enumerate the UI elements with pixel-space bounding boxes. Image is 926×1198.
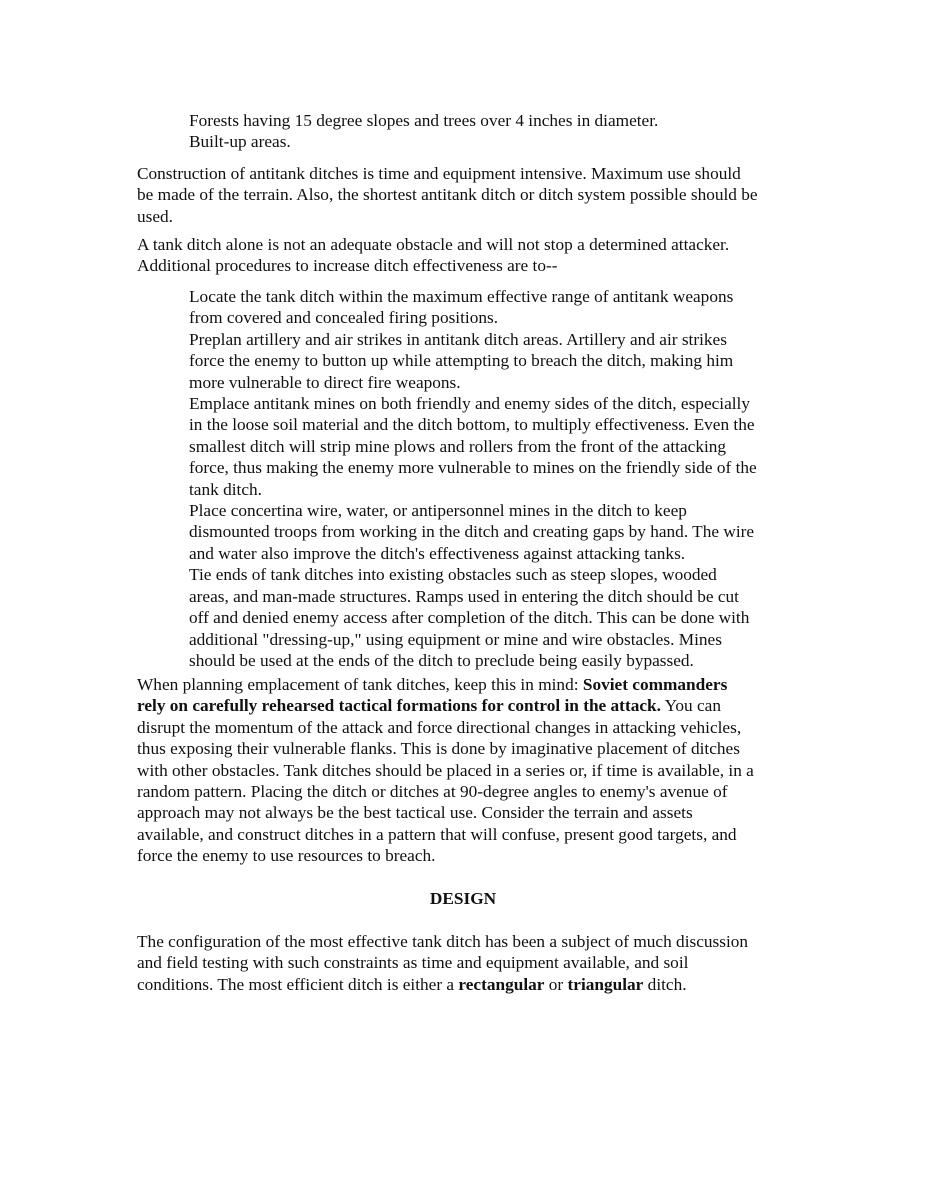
procedure-line: from covered and concealed firing positions.: [189, 308, 499, 328]
paragraph-line: disrupt the momentum of the attack and force directional changes in attacking vehicles,: [137, 717, 742, 737]
paragraph-line: used.: [137, 206, 173, 226]
design-text: or: [544, 974, 568, 994]
paragraph-construction: [137, 163, 817, 227]
procedure-line: and water also improve the ditch's effectiveness against attacking tanks.: [189, 543, 686, 563]
procedure-item: [189, 286, 801, 329]
procedure-line: Place concertina wire, water, or antipersonnel mines in the ditch to keep: [189, 501, 687, 521]
procedure-item: [189, 564, 801, 671]
procedure-line: in the loose soil material and the ditch bottom, to multiply effectiveness. Even the: [189, 415, 755, 435]
paragraph-line: [137, 674, 817, 695]
paragraph-line: be made of the terrain. Also, the shortest antitank ditch or ditch system possible should be: [137, 185, 758, 205]
procedure-line: should be used at the ends of the ditch to preclude being easily bypassed.: [189, 650, 694, 670]
procedure-item: [189, 329, 801, 393]
paragraph-line: [137, 695, 817, 716]
design-text: conditions. The most efficient ditch is either a: [137, 974, 459, 994]
design-term-rectangular: rectangular: [458, 974, 545, 994]
paragraph-line: Additional procedures to increase ditch effectiveness are to--: [137, 256, 558, 276]
section-heading-design: DESIGN: [429, 889, 497, 908]
list-item: Forests having 15 degree slopes and trees over 4 inches in diameter.: [189, 111, 659, 130]
paragraph-line: approach may not always be the best tactical use. Consider the terrain and assets: [137, 803, 693, 823]
paragraph-line: and field testing with such constraints as time and equipment available, and soil: [137, 953, 689, 973]
paragraph-design: [137, 931, 817, 995]
paragraph-line: thus exposing their vulnerable flanks. This is done by imaginative placement of ditches: [137, 739, 740, 759]
procedures-list: [189, 286, 801, 671]
planning-emphasis-text: rely on carefully rehearsed tactical formations for control in the attack.: [137, 696, 661, 716]
paragraph-line: Construction of antitank ditches is time and equipment intensive. Maximum use should: [137, 164, 741, 183]
paragraph-line: [137, 974, 817, 995]
procedure-item: [189, 500, 801, 564]
design-text: ditch.: [643, 974, 687, 994]
procedure-line: off and denied enemy access after completion of the ditch. This can be done with: [189, 608, 750, 628]
procedure-line: Preplan artillery and air strikes in antitank ditch areas. Artillery and air strikes: [189, 329, 727, 349]
paragraph-line: available, and construct ditches in a pattern that will confuse, present good targets, and: [137, 824, 737, 844]
procedure-item: [189, 393, 801, 500]
procedure-line: areas, and man-made structures. Ramps used in entering the ditch should be cut: [189, 586, 739, 606]
terrain-list: [189, 110, 729, 153]
procedure-line: Locate the tank ditch within the maximum effective range of antitank weapons: [189, 287, 734, 306]
paragraph-line: with other obstacles. Tank ditches should be placed in a series or, if time is available, in a: [137, 760, 754, 780]
procedure-line: more vulnerable to direct fire weapons.: [189, 372, 461, 392]
paragraph-line: force the enemy to use resources to breach.: [137, 846, 436, 866]
procedure-line: additional "dressing-up," using equipment or mine and wire obstacles. Mines: [189, 629, 722, 649]
paragraph-planning: [137, 674, 817, 867]
planning-emphasis-text: Soviet commanders: [582, 675, 728, 694]
planning-intro-text: When planning emplacement of tank ditches, keep this in mind:: [137, 675, 583, 694]
procedure-line: Tie ends of tank ditches into existing obstacles such as steep slopes, wooded: [189, 565, 717, 585]
design-term-triangular: triangular: [567, 974, 644, 994]
procedure-line: Emplace antitank mines on both friendly and enemy sides of the ditch, especially: [189, 394, 750, 414]
procedure-line: smallest ditch will strip mine plows and rollers from the front of the attacking: [189, 436, 727, 456]
paragraph-tank-ditch: [137, 234, 817, 277]
procedure-line: force, thus making the enemy more vulnerable to mines on the friendly side of the: [189, 458, 757, 478]
planning-text: You can: [660, 696, 721, 716]
procedure-line: tank ditch.: [189, 479, 262, 499]
paragraph-line: The configuration of the most effective tank ditch has been a subject of much discussion: [137, 932, 749, 951]
paragraph-line: random pattern. Placing the ditch or ditches at 90-degree angles to enemy's avenue of: [137, 782, 728, 802]
procedure-line: dismounted troops from working in the ditch and creating gaps by hand. The wire: [189, 522, 755, 542]
paragraph-line: A tank ditch alone is not an adequate obstacle and will not stop a determined attacker.: [137, 235, 730, 254]
list-item: Built-up areas.: [189, 132, 291, 152]
procedure-line: force the enemy to button up while attempting to breach the ditch, making him: [189, 351, 734, 371]
